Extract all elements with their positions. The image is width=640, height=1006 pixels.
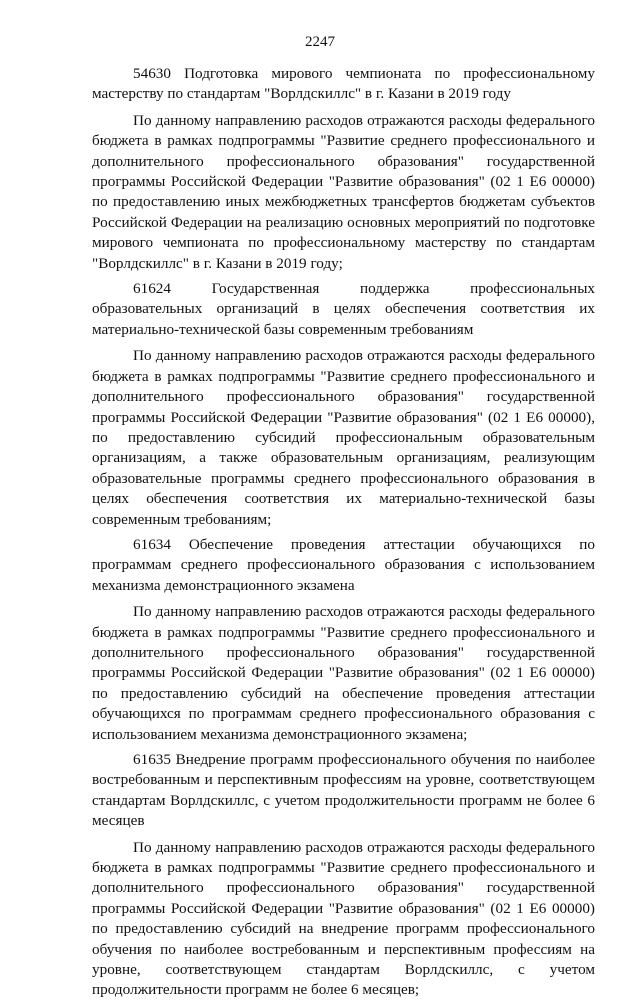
entry-61634-heading: 61634 Обеспечение проведения аттестации обучающихся по программам среднего профессионального образования с использованием механизма демонстрационного экзамена [92, 535, 595, 594]
page-number: 2247 [305, 34, 335, 50]
entry-61635-heading: 61635 Внедрение программ профессионального обучения по наиболее востребованным и перспективным профессиям на уровне, соответствующем стандартам Ворлдскиллс, с учетом продолжительности программ не более 6 месяцев [92, 751, 595, 830]
document-body [92, 64, 595, 1006]
entry-61624-description: По данному направлению расходов отражаются расходы федерального бюджета в рамках подпрограммы "Развитие среднего профессионального и дополнительного профессионального образования" государственной программы Российской Федерации "Развитие образования" (02 1 Е6 00000), по предоставлению субсидий профессиональным образовательным организациям, а также образовательным организациям, реализующим образовательные программы среднего профессионального образования в целях обеспечения соответствия их материально-технической базы современным требованиям; [92, 347, 595, 528]
entry-61635-description: По данному направлению расходов отражаются расходы федерального бюджета в рамках подпрограммы "Развитие среднего профессионального и дополнительного профессионального образования" государственной программы Российской Федерации "Развитие образования" (02 1 Е6 00000) по предоставлению субсидий на внедрение программ профессионального обучения по наиболее востребованным и перспективным профессиям на уровне, соответствующем стандартам Ворлдскиллс, с учетом продолжительности программ не более 6 месяцев; [92, 838, 595, 999]
entry-54630-description: По данному направлению расходов отражаются расходы федерального бюджета в рамках подпрограммы "Развитие среднего профессионального и дополнительного профессионального образования" государственной программы Российской Федерации "Развитие образования" (02 1 Е6 00000) по предоставлению иных межбюджетных трансфертов бюджетам субъектов Российской Федерации на реализацию основных мероприятий по подготовке мирового чемпионата по профессиональному мастерству по стандартам "Ворлдскиллс" в г. Казани в 2019 году; [92, 111, 595, 272]
entry-61634-description: По данному направлению расходов отражаются расходы федерального бюджета в рамках подпрограммы "Развитие среднего профессионального и дополнительного профессионального образования" государственной программы Российской Федерации "Развитие образования" (02 1 Е6 00000) по предоставлению субсидий на обеспечение проведения аттестации обучающихся по программам среднего профессионального образования с использованием механизма демонстрационного экзамена; [92, 603, 595, 743]
entry-54630-heading: 54630 Подготовка мирового чемпионата по профессиональному мастерству по стандартам "Ворлдскиллс" в г. Казани в 2019 году [92, 65, 595, 103]
entry-61624-heading: 61624 Государственная поддержка профессиональных образовательных организаций в целях обеспечения соответствия их материально-технической базы современным требованиям [92, 280, 595, 338]
